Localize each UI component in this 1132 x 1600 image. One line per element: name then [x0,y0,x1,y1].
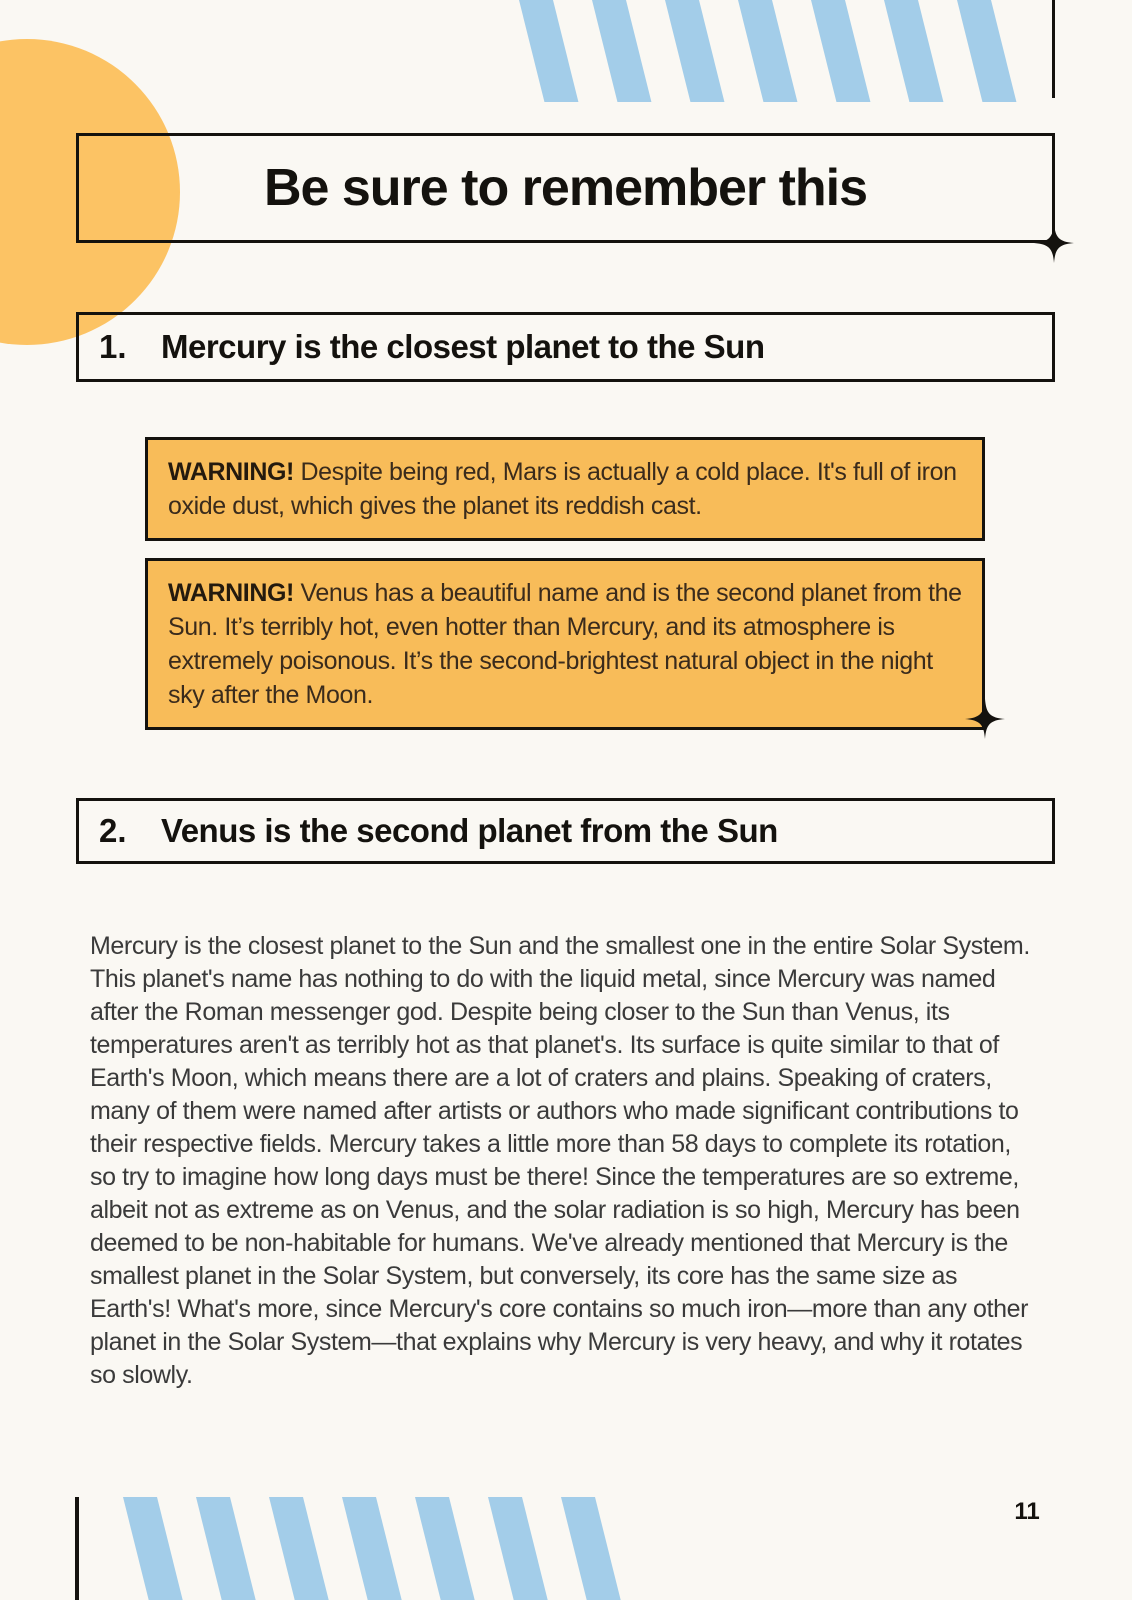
stripe [488,1497,548,1600]
vertical-line-top-right [1052,0,1055,98]
warning-2-label: WARNING! [168,579,294,607]
section-2-number: 2. [99,812,127,849]
warning-1-text: Despite being red, Mars is actually a cold place. It's full of iron oxide dust, which gives the planet its reddish cast. [168,458,957,520]
stripe [956,0,1016,102]
warning-box-2 [145,558,985,730]
sparkle-icon [965,699,1005,739]
stripe [561,1497,621,1600]
section-1-heading: Mercury is the closest planet to the Sun [161,328,765,365]
section-2-heading: Venus is the second planet from the Sun [161,812,778,849]
page-number: 11 [1014,1498,1040,1525]
page-title: Be sure to remember this [263,159,868,217]
title-box [76,133,1055,243]
warning-2-text: Venus has a beautiful name and is the second planet from the Sun. It’s terribly hot, even hotter than Mercury, and its atmosphere is extremely poisonous. It’s the second-brightest natural object in the night sky after the Moon. [168,579,962,709]
stripe [342,1497,402,1600]
stripe [415,1497,475,1600]
stripe [123,1497,183,1600]
vertical-line-bottom-left [75,1497,79,1600]
stripe [591,0,651,102]
stripe [518,0,578,102]
warning-1-label: WARNING! [168,458,294,486]
section-1-heading-box [76,312,1055,382]
section-2-heading-box [76,798,1055,864]
stripe [737,0,797,102]
stripe [883,0,943,102]
body-paragraph: Mercury is the closest planet to the Sun and the smallest one in the entire Solar System. This planet's name has nothing to do with the liquid metal, since Mercury was named after the Roman messenger god. Despite being closer to the Sun than Venus, its temperatures aren't as terribly hot as that planet's. Its surface is quite similar to that of Earth's Moon, which means there are a lot of craters and plains. Speaking of craters, many of them were named after artists or authors who made significant contributions to their respective fields. Mercury takes a little more than 58 days to complete its rotation, so try to imagine how long days must be there! Since the temperatures are so extreme, albeit not as extreme as on Venus, and the solar radiation is so high, Mercury has been deemed to be non-habitable for humans. We've already mentioned that Mercury is the smallest planet in the Solar System, but conversely, its core has the same size as Earth's! What's more, since Mercury's core contains so much iron—more than any other planet in the Solar System—that explains why Mercury is very heavy, and why it rotates so slowly. [90,932,1030,1389]
warning-box-1 [145,437,985,541]
stripe [196,1497,256,1600]
stripe [810,0,870,102]
section-1-number: 1. [99,328,127,365]
stripe [664,0,724,102]
sparkle-icon [1034,223,1074,263]
stripe [269,1497,329,1600]
